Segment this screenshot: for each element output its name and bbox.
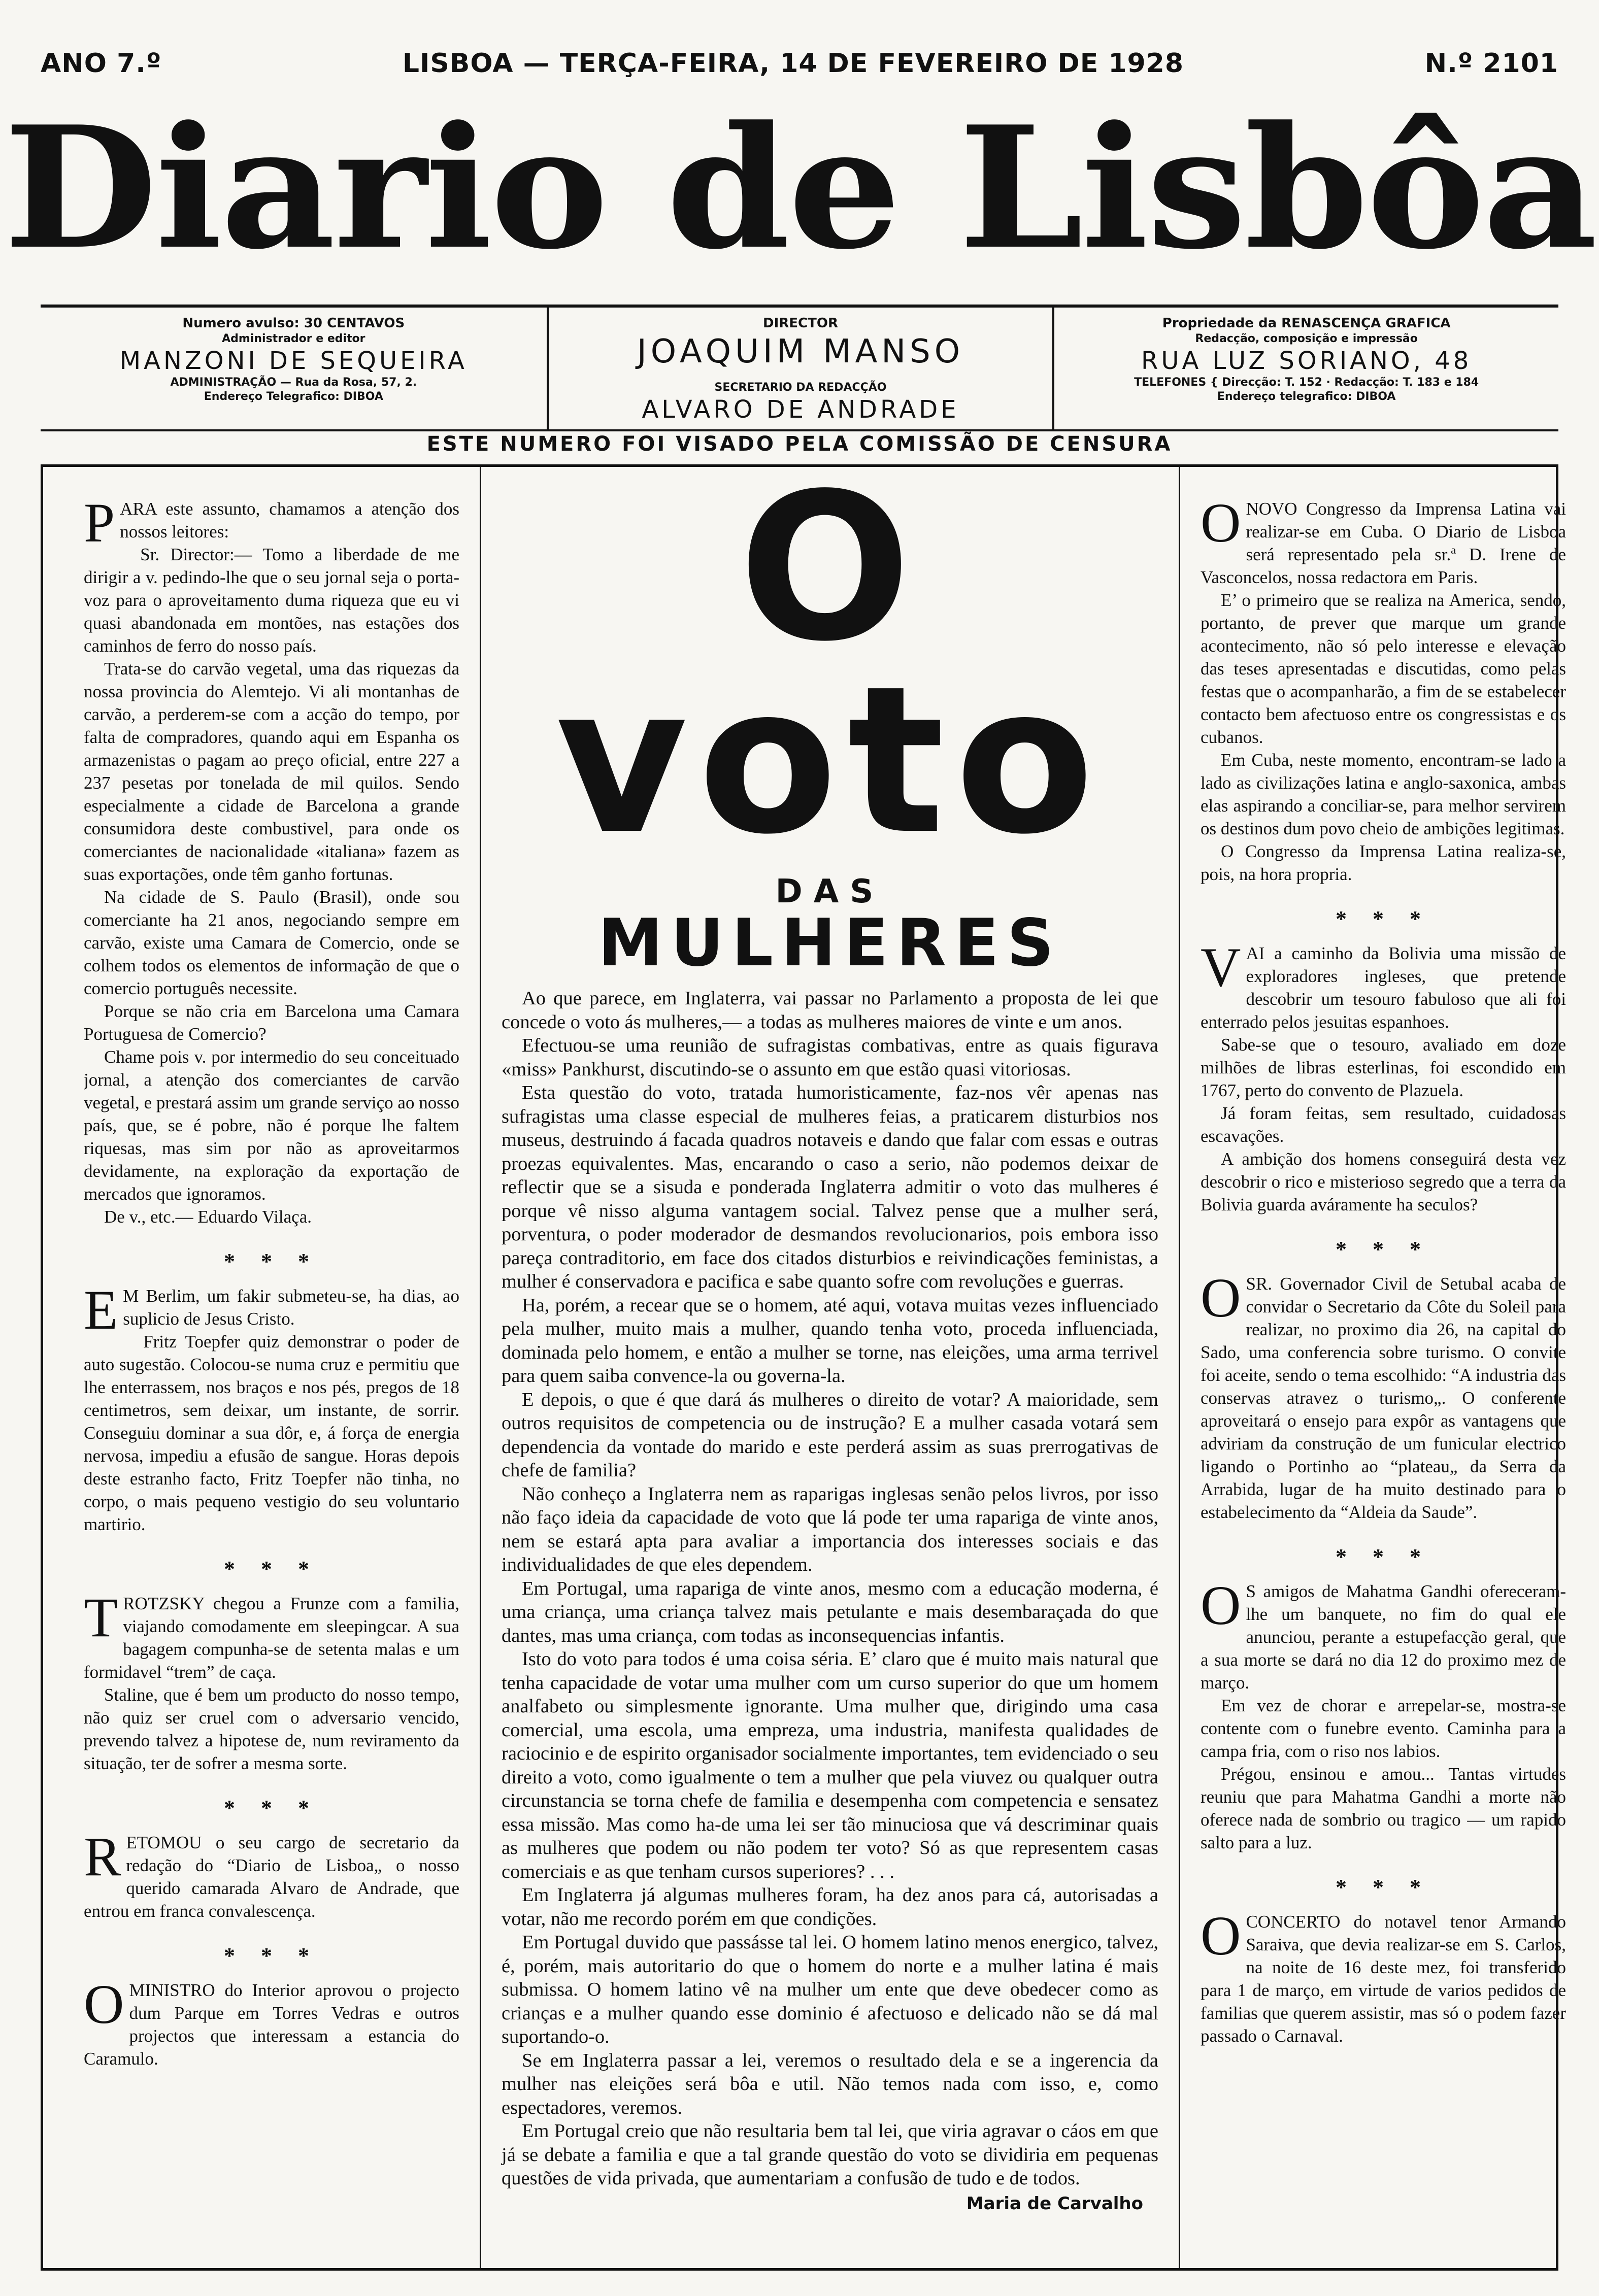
secretary-name: ALVARO DE ANDRADE	[642, 395, 959, 424]
story-retomou	[84, 1826, 459, 1922]
article-paragraph: Ha, porém, a recear que se o homem, até aqui, votava muitas vezes influenciado pela mulher, muito mais a mulher, quando tenha voto, proceda influenciada, dominada pelo homem, e então a mulher se torne, nas eleições, uma arma terrivel para quem saiba convence-la ou governa-la.	[502, 1294, 1158, 1387]
band-left	[41, 308, 547, 431]
article-paragraph: Isto do voto para todos é uma coisa séria. E’ claro que é muito mais natural que tenha capacidade de votar uma mulher com um curso superior do que um homem analfabeto ou simplesmente ignorante. Uma mulher que, dirigindo uma casa comercial, uma escola, uma empreza, uma industria, manifesta qualidades de raciocinio e de espirito organisador socialmente importantes, tem evidenciado o seu direito a voto, como igualmente o tem a mulher que pela viuvez ou qualquer outra circunstancia se torna chefe de familia e desempenha com competencia e sensatez essa missão. Mas como ha-de uma lei ser tão minuciosa que vá descriminar quais as mulheres que podem ou não podem ter voto? Só as que representem casas comerciais e as que tenham cursos superiores? . . .	[502, 1648, 1158, 1882]
story-paragraph: Staline, que é bem um producto do nosso tempo, não quiz ser cruel com o adversario vencido, prevendo talvez a hipotese de, num reviramento da situação, ter de sofrer a mesma sorte.	[84, 1685, 459, 1773]
story-paragraph: Sabe-se que o tesouro, avaliado em doze milhões de libras esterlinas, foi escondido em 1767, perto do convento de Plazuela.	[1201, 1035, 1566, 1100]
separator-stars: * * *	[1336, 906, 1431, 931]
story-paragraph: PARA este assunto, chamamos a atenção dos nossos leitores:	[84, 492, 459, 554]
story-concerto	[1201, 1905, 1566, 2047]
drop-cap: O	[1201, 1905, 1241, 1967]
info-band	[41, 305, 1558, 431]
phones-line: TELEFONES { Direcção: T. 152 · Redacção: T. 183 e 184	[1134, 376, 1479, 389]
drop-cap: T	[84, 1586, 118, 1648]
secretary-label: SECRETARIO DA REDACÇÃO	[714, 381, 887, 394]
telegraph-address-left: Endereço Telegrafico: DIBOA	[204, 390, 383, 403]
story-paragraph: E M Berlim, um fakir submeteu-se, ha dias, ao suplicio de Jesus Cristo.	[84, 1279, 459, 1341]
story-paragraph: Já foram feitas, sem resultado, cuidadosas escavações.	[1201, 1103, 1566, 1146]
story-paragraph: O S amigos de Mahatma Gandhi ofereceram-lhe um banquete, no fim do qual ele anunciou, perante a estupefacção geral, que a sua morte se dará no dia 12 do proximo mez de março.	[1201, 1574, 1566, 1693]
article-paragraph: Esta questão do voto, tratada humoristicamente, faz-nos vêr apenas nas sufragistas uma classe especial de mulheres feias, a praticarem disturbios nos museus, destruindo á facada quadros notaveis e dando que falar com essas e outras proezas equivalentes. Mas, encarando o caso a serio, não podemos deixar de reflectir que se a sisuda e ponderada Inglaterra admitir o voto das mulheres é porque vê nisso alguma vantagem social. Talvez pense que a mulher será, porventura, o poder moderador de desmandos revolucionarios, pois embora isso pareça contraditorio, em face dos citados disturbios e reivindicações feministas, a mulher é conservadora e pacifica e sabe quanto sofre com revoluções e guerras.	[502, 1082, 1158, 1292]
drop-cap: O	[1201, 1574, 1241, 1636]
admin-name: MANZONI DE SEQUEIRA	[119, 347, 468, 375]
separator-stars: * * *	[224, 1557, 319, 1581]
telegraph-address-right: Endereço telegrafico: DIBOA	[1217, 390, 1396, 403]
left-column	[84, 467, 459, 2268]
story-ministro	[84, 1973, 459, 2070]
story-paragraph: Prégou, ensinou e amou... Tantas virtudes reuniu que para Mahatma Gandhi a morte não oferece nada de sombrio ou tragico — um rapido salto para a luz.	[1201, 1764, 1566, 1852]
article-paragraph: Efectuou-se uma reunião de sufragistas combativas, entre as quais figurava «miss» Pankhurst, discutindo-se o assunto em que estão quasi vitoriosas.	[502, 1035, 1158, 1080]
drop-cap: R	[84, 1826, 121, 1887]
story-paragraph: A ambição dos homens conseguirá desta vez descobrir o rico e misterioso segredo que a terra da Bolivia guarda aváramente ha seculos?	[1201, 1149, 1566, 1214]
separator-stars: * * *	[1336, 1237, 1431, 1262]
story-paragraph: OCONCERTO do notavel tenor Armando Saraiva, que devia realizar-se em S. Carlos, na noite de 16 deste mez, foi transferido para 1 de março, em virtude de varios pedidos de familias que querem assistir, mas só o podem fazer passado o Carnaval.	[1201, 1905, 1566, 2046]
headline-main: O voto	[555, 467, 1105, 879]
drop-cap: V	[1201, 936, 1241, 998]
story-paragraph: OSR. Governador Civil de Setubal acaba de convidar o Secretario da Côte du Soleil para realizar, no proximo dia 26, na capital do Sado, uma conferencia sobre turismo. O convite foi aceite, sendo o tema escolhido: “A industria das conservas atravez o turismo„. O conferente aproveitará o ensejo para expôr as vantagens que adviriam da construção de um funicular electrico ligando o Portinho ao “plateau„ da Serra da Arrabida, lugar de ha muito destinado para o estabelecimento da “Aldeia da Saude”.	[1201, 1267, 1566, 1522]
masthead-title: Diario de Lisbôa	[3, 89, 1596, 286]
story-paragraph: Sr. Director:— Tomo a liberdade de me dirigir a v. pedindo-lhe que o seu jornal seja o porta-voz para o aproveitamento duma riqueza que eu vi quasi abandonada em montões, nas estações dos caminhos de ferro do nosso país.	[84, 545, 459, 656]
story-paragraph: Porque se não cria em Barcelona uma Camara Portuguesa de Comercio?	[84, 1001, 459, 1044]
date-label: LISBOA — TERÇA-FEIRA, 14 DE FEVEREIRO DE 1928	[402, 48, 1184, 79]
story-paragraph: VAI a caminho da Bolivia uma missão de exploradores ingleses, que pretende descobrir um tesouro fabuloso que ali foi enterrado pelos jesuitas espanhoes.	[1201, 936, 1566, 1032]
story-congresso	[1201, 492, 1566, 886]
drop-cap: P	[84, 492, 115, 554]
story-paragraph: RETOMOU o seu cargo de secretario da redação do “Diario de Lisboa„ o nosso querido camarada Alvaro de Andrade, que entrou em franca convalescença.	[84, 1826, 459, 1921]
story-paragraph: O Congresso da Imprensa Latina realiza-se, pois, na hora propria.	[1201, 841, 1566, 884]
article-paragraph: Ao que parece, em Inglaterra, vai passar no Parlamento a proposta de lei que concede o voto ás mulheres,— a todas as mulheres maiores de vinte e um anos.	[502, 988, 1158, 1033]
print-line: Redacção, composição e impressão	[1195, 332, 1418, 345]
owner-line: Propriedade da RENASCENÇA GRAFICA	[1162, 316, 1451, 331]
drop-cap: E	[84, 1279, 118, 1341]
story-fakir	[84, 1279, 459, 1536]
price-line: Numero avulso: 30 CENTAVOS	[182, 316, 405, 331]
drop-cap: O	[1201, 1267, 1241, 1329]
headline-mulheres: MULHERES	[598, 905, 1062, 981]
article-paragraph: Em Inglaterra já algumas mulheres foram, ha dez anos para cá, autorisadas a votar, não me recordo porém em que condições.	[502, 1884, 1158, 1930]
story-paragraph: TROTZSKY chegou a Frunze com a familia, viajando comodamente em sleepingcar. A sua bagagem compunha-se de setenta malas e um formidavel “trem” de caça.	[84, 1586, 459, 1682]
story-bolivia	[1201, 936, 1566, 1216]
separator-stars: * * *	[224, 1943, 319, 1968]
censorship-notice: ESTE NUMERO FOI VISADO PELA COMISSÃO DE CENSURA	[426, 432, 1173, 456]
article-paragraph: Não conheço a Inglaterra nem as raparigas inglesas senão pelos livros, por isso não faço ideia da capacidade de voto que lá pode ter uma rapariga de vinte anos, nem se estará apta para avaliar a importancia dos interesses sociais e das individualidades de que eles dependem.	[502, 1483, 1158, 1575]
article-paragraph: E depois, o que é que dará ás mulheres o direito de votar? A maioridade, sem outros requisitos de competencia ou de instrução? E a mulher casada votará sem dependencia da vontade do marido e este perderá assim as suas prerrogativas de chefe de familia?	[502, 1389, 1158, 1481]
admin-address: ADMINISTRAÇÃO — Rua da Rosa, 57, 2.	[170, 376, 417, 389]
separator-stars: * * *	[1336, 1875, 1431, 1900]
year-label: ANO 7.º	[41, 48, 162, 79]
story-gandhi	[1201, 1574, 1566, 1854]
separator-stars: * * *	[1336, 1544, 1431, 1569]
dateline	[41, 41, 1558, 86]
director-label: DIRECTOR	[763, 316, 838, 331]
separator-stars: * * *	[224, 1249, 319, 1274]
headline-das: DAS	[775, 873, 885, 910]
director-name: JOAQUIM MANSO	[637, 333, 964, 370]
story-trotzsky	[84, 1586, 459, 1775]
story-setubal	[1201, 1267, 1566, 1524]
article-paragraph: Em Portugal creio que não resultaria bem tal lei, que viria agravar o cáos em que já se debate a familia e que a tal grande questão do voto se dividiria em pequenas questões de vida privada, que aumentariam a confusão de tudo e de todos.	[502, 2120, 1158, 2189]
story-paragraph: ONOVO Congresso da Imprensa Latina vai realizar-se em Cuba. O Diario de Lisboa será representado pela sr.ª D. Irene de Vasconcelos, nossa redactora em Paris.	[1201, 492, 1566, 587]
office-address: RUA LUZ SORIANO, 48	[1141, 347, 1472, 375]
admin-role: Administrador e editor	[222, 332, 365, 345]
story-paragraph: Na cidade de S. Paulo (Brasil), onde sou comerciante ha 21 anos, negociando sempre em carvão, existe uma Camara de Comercio, onde se colhem todos os elementos de informação de que o comercio português necessite.	[84, 887, 459, 998]
story-paragraph: Chame pois v. por intermedio do seu conceituado jornal, a atenção dos comerciantes de carvão vegetal, e prestará assim um grande serviço ao nosso país, que, se é pobre, não é porque lhe faltem riquesas, mas sim por não as aproveitarmos devidamente, na exploração da exportação de mercados que ignoramos.	[84, 1047, 459, 1204]
separator-stars: * * *	[224, 1796, 319, 1820]
story-paragraph: Fritz Toepfer quiz demonstrar o poder de auto sugestão. Colocou-se numa cruz e permitiu que lhe enterrassem, nos braços e nos pés, pregos de 18 centimetros, sem deixar, um instante, de sorrir. Conseguiu dominar a sua dôr, e, á força de energia nervosa, impediu a efusão de sangue. Horas depois deste estranho facto, Fritz Toepfer não tinha, no corpo, o mais pequeno vestigio do seu voluntario martirio.	[84, 1332, 459, 1534]
band-center	[547, 308, 1053, 431]
band-right	[1052, 308, 1558, 431]
right-column	[1201, 467, 1566, 2268]
story-paragraph: E’ o primeiro que se realiza na America, sendo, portanto, de prever que marque um grande acontecimento, não só pelo interesse e elevação das teses apresentadas e discutidas, como pelas festas que o acompanharão, a fim de se estabelecer contacto bem afectuoso entre os congressistas e os cubanos.	[1201, 590, 1566, 747]
main-article	[480, 467, 1180, 2268]
author-signature: Maria de Carvalho	[966, 2193, 1143, 2214]
story-paragraph: OMINISTRO do Interior aprovou o projecto dum Parque em Torres Vedras e outros projectos que interessam a estancia do Caramulo.	[84, 1973, 459, 2069]
article-paragraph: Se em Inglaterra passar a lei, veremos o resultado dela e se a ingerencia da mulher nas eleições será bôa e util. Não temos nada com isso, e, como espectadores, veremos.	[502, 2049, 1158, 2118]
issue-number: N.º 2101	[1424, 48, 1558, 79]
drop-cap: O	[1201, 492, 1241, 554]
drop-cap: O	[84, 1973, 124, 2035]
article-paragraph: Em Portugal, uma rapariga de vinte anos, mesmo com a educação moderna, é uma criança, uma criança talvez mais petulante e mais desembaraçada do que dantes, mas uma criança, com todas as inconsequencias infantis.	[502, 1577, 1158, 1646]
story-paragraph: Em Cuba, neste momento, encontram-se lado a lado as civilizações latina e anglo-saxonica, ambas elas aspirando a conciliar-se, para melhor servirem os destinos dum povo cheio de ambições legitimas.	[1201, 750, 1566, 838]
story-paragraph: Em vez de chorar e arrepelar-se, mostra-se contente com o funebre evento. Caminha para a campa fria, com o riso nos labios.	[1201, 1696, 1566, 1761]
article-paragraph: Em Portugal duvido que passásse tal lei. O homem latino menos energico, talvez, é, porém, mais autoritario do que o homem do norte e a mulher latina é mais submissa. O homem latino vê na mulher um ente que deve obedecer como as crianças e a mulher quando esse dominio é afectuoso e delicado não se dá mal suportando-o.	[502, 1932, 1158, 2047]
content-frame	[41, 464, 1566, 2271]
story-paragraph: Trata-se do carvão vegetal, uma das riquezas da nossa provincia do Alemtejo. Vi ali montanhas de carvão, a perderem-se com a acção do tempo, por falta de compradores, quando aqui em Espanha os armazenistas o pagam ao preço oficial, entre 227 a 237 pesetas por tonelada de mil quilos. Sendo especialmente a cidade de Barcelona a grande consumidora deste combustivel, para onde os comerciantes de nacionalidade «italiana» fazem as suas exportações, onde têm ganho fortunas.	[84, 659, 459, 884]
story-paragraph: De v., etc.— Eduardo Vilaça.	[104, 1207, 312, 1227]
story-carvao	[84, 492, 459, 1228]
